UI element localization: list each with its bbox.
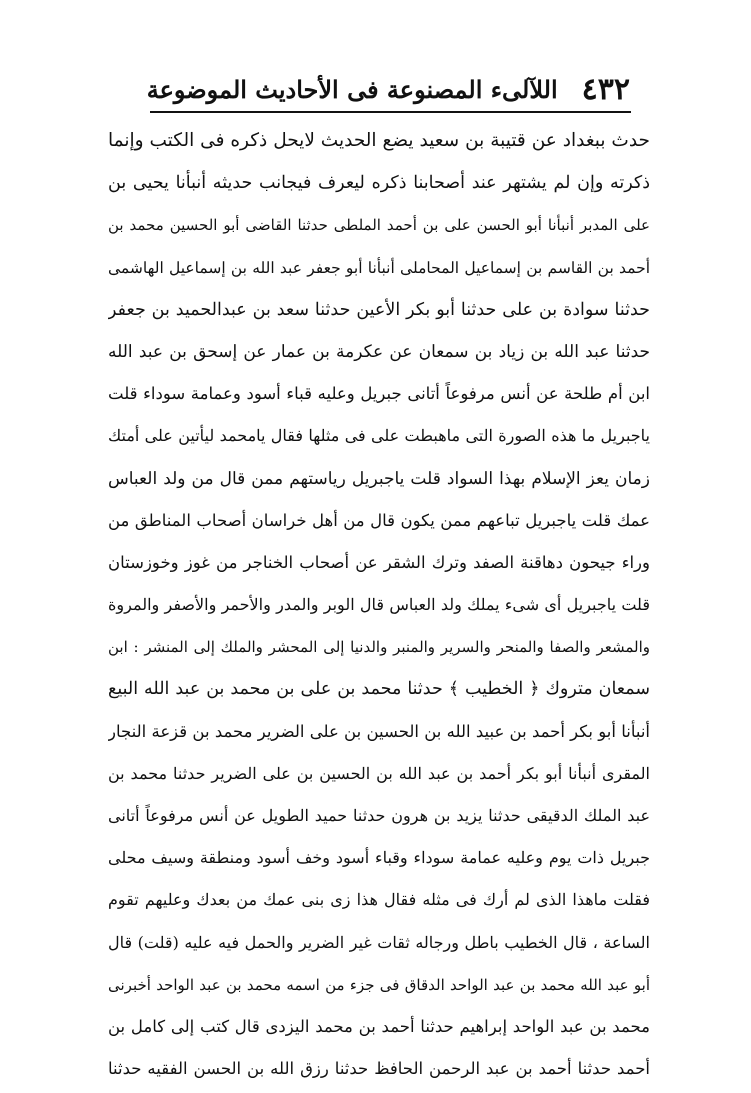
text-line: على المدبر أنبأنا أبو الحسن على بن أحمد الملطى حدثنا القاضى أبو الحسين محمد بن [108,216,650,235]
text-line: سمعان متروك ﴿ الخطيب ﴾ حدثنا محمد بن على بن محمد بن عبد الله البيع [108,679,650,700]
text-line: حدثنا عبد الله بن زياد بن سمعان عن عكرمة بن عمار عن إسحق بن عبد الله [108,341,650,362]
text-line: قلت ياجبريل أى شىء يملك ولد العباس قال الوبر والمدر والأحمر والأصفر والمروة [108,595,650,615]
body-text [108,120,650,1090]
text-line: ذكرته وإن لم يشتهر عند أصحابنا ذكره ليعرف فيجانب حديثه أنبأنا يحيى بن [108,173,650,194]
text-line: زمان يعز الإسلام بهذا السواد قلت ياجبريل رياستهم ممن قال من ولد العباس [108,468,650,489]
text-line: عبد الملك الدقيقى حدثنا يزيد بن هرون حدثنا حميد الطويل عن أنس مرفوعاً أتانى [108,806,650,825]
text-line: وراء جيحون دهاقنة الصفد وترك الشقر عن أصحاب الخناجر من غوز وخوزستان [108,552,650,572]
text-line: أبو عبد الله محمد بن عبد الواحد الدقاق فى جزء من اسمه محمد بن عبد الواحد أخبرنى [108,975,650,994]
text-line: محمد بن عبد الواحد إبراهيم حدثنا أحمد بن محمد اليزدى قال كتب إلى كامل بن [108,1016,650,1036]
text-line: أنبأنا أبو بكر أحمد بن عبيد الله بن الحسين بن على الضرير محمد بن قزعة النجار [108,721,650,741]
text-line: أحمد بن القاسم بن إسماعيل المحاملى أنبأنا أبو جعفر عبد الله بن إسماعيل الهاشمى [108,258,650,277]
text-line: الساعة ، قال الخطيب باطل ورجاله ثقات غير الضرير والحمل فيه عليه (قلت) قال [108,932,650,952]
text-line: حدث ببغداد عن قتيبة بن سعيد يضع الحديث لايحل ذكره فى الكتب وإنما [108,130,650,151]
page-number: ٤٣٢ [581,72,630,107]
text-line: عمك قلت ياجبريل تباعهم ممن يكون قال من أهل خراسان أصحاب المناطق من [108,510,650,530]
text-line: حدثنا سوادة بن على حدثنا أبو بكر الأعين حدثنا سعد بن عبدالحميد بن جعفر [108,299,650,320]
text-line: جبريل ذات يوم وعليه عمامة سوداء وقباء أسود وخف أسود ومنطقة وسيف محلى [108,848,650,868]
text-line: ابن أم طلحة عن أنس مرفوعاً أتانى جبريل وعليه قباء أسود وعمامة سوداء قلت [108,384,650,404]
text-line: فقلت ماهذا الذى لم أرك فى مثله فقال هذا زى بنى عمك من بعدك وعليهم تقوم [108,890,650,910]
text-line: أحمد حدثنا أحمد بن عبد الرحمن الحافظ حدثنا رزق الله بن الحسن الفقيه حدثنا [108,1059,650,1079]
running-title: اللآلىء المصنوعة فى الأحاديث الموضوعة [146,75,558,104]
text-line: ياجبريل ما هذه الصورة التى ماهبطت على فى مثلها فقال يامحمد ليأتين على أمتك [108,426,650,446]
text-line: المقرى أنبأنا أبو بكر أحمد بن عبد الله بن الحسين بن على الضرير حدثنا محمد بن [108,763,650,783]
header-rule [150,111,631,113]
page-header [146,66,630,108]
text-line: والمشعر والصفا والمنحر والسرير والمنبر والدنيا إلى المحشر والملك إلى المنشر : ابن [108,638,650,657]
